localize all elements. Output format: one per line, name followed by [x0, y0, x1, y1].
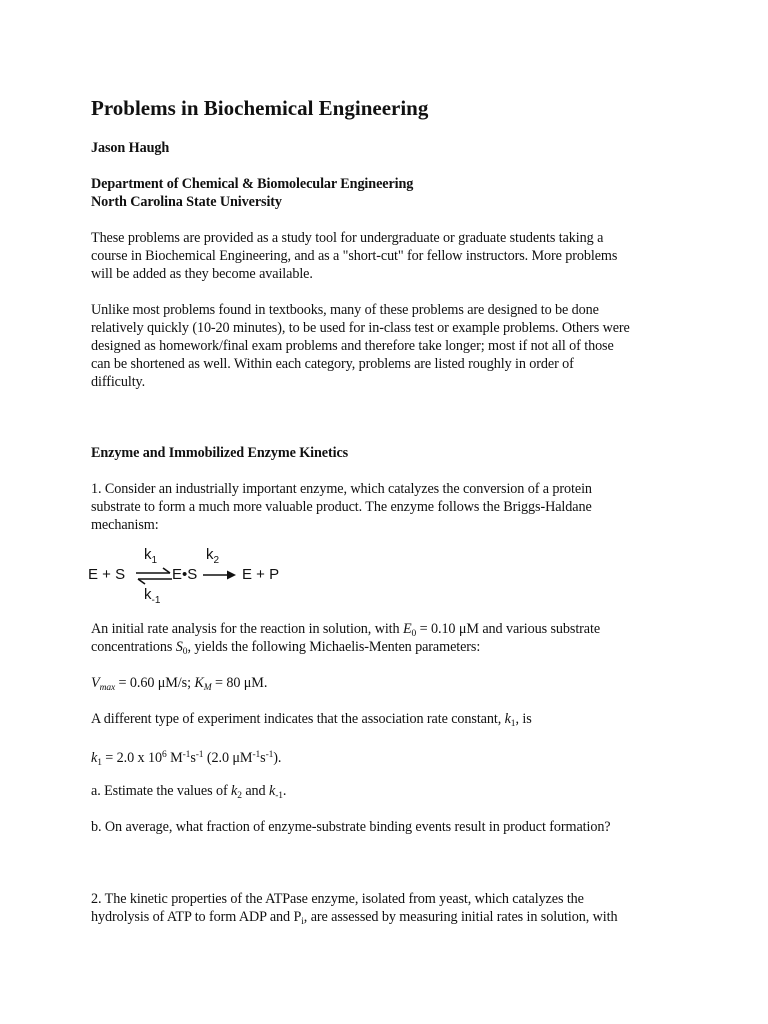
intro-paragraph-2-line: relatively quickly (10-20 minutes), to be used for in-class test or example problems. Others were: [91, 320, 630, 336]
forward-arrow-icon: [202, 568, 238, 582]
reaction-products: E + P: [242, 566, 280, 583]
rate-constant-k2: $k_2$: [206, 546, 220, 566]
section-heading: Enzyme and Immobilized Enzyme Kinetics: [91, 445, 349, 461]
intro-paragraph-1-line: course in Biochemical Engineering, and as a "short-cut" for fellow instructors. More problems: [91, 248, 618, 264]
reaction-scheme: [86, 544, 286, 606]
reaction-complex: E•S: [172, 566, 198, 583]
intro-paragraph-2-line: Unlike most problems found in textbooks, many of these problems are designed to be done: [91, 302, 599, 318]
department-line: Department of Chemical & Biomolecular Engineering: [91, 176, 414, 192]
intro-paragraph-2-line: designed as homework/final exam problems and therefore take longer; most if not all of those: [91, 338, 614, 354]
question-a: a. Estimate the values of $k_2$ and $k_{-1}$.: [91, 783, 287, 801]
reaction-reactants: E + S: [88, 566, 126, 583]
problem-1-line: 1. Consider an industrially important enzyme, which catalyzes the conversion of a protein: [91, 481, 592, 497]
intro-paragraph-2-line: difficulty.: [91, 374, 146, 390]
k1-value-line: $k_1 = 2.0$ x $10^6$ $M^{-1}s^{-1}$ (2.0 $\mu M^{-1}s^{-1}$).: [91, 750, 282, 768]
intro-paragraph-2-line: can be shortened as well. Within each category, problems are listed roughly in order of: [91, 356, 574, 372]
university-line: North Carolina State University: [91, 194, 282, 210]
michaelis-menten-parameters: $V_{max} = 0.60$ μM/s; $K_M = 80$ μM.: [91, 675, 268, 693]
rate-analysis-line: concentrations $S_0$, yields the following Michaelis-Menten parameters:: [91, 639, 481, 657]
rate-analysis-line: An initial rate analysis for the reaction in solution, with $E_0 = 0.10$ μM and various substrate: [91, 621, 601, 639]
intro-paragraph-1-line: These problems are provided as a study tool for undergraduate or graduate students taking a: [91, 230, 604, 246]
problem-2-line: hydrolysis of ATP to form ADP and $P_i$, are assessed by measuring initial rates in solution, with: [91, 909, 618, 927]
question-b: b. On average, what fraction of enzyme-substrate binding events result in product formation?: [91, 819, 611, 835]
intro-paragraph-1-line: will be added as they become available.: [91, 266, 313, 282]
rate-constant-k1: $k_1$: [144, 546, 158, 566]
author-name: Jason Haugh: [91, 140, 170, 156]
problem-1-line: substrate to form a much more valuable product. The enzyme follows the Briggs-Haldane: [91, 499, 592, 515]
association-constant-line: A different type of experiment indicates that the association rate constant, $k_1$, is: [91, 711, 532, 729]
page-title: Problems in Biochemical Engineering: [91, 96, 429, 120]
problem-2-line: 2. The kinetic properties of the ATPase enzyme, isolated from yeast, which catalyzes the: [91, 891, 584, 907]
rate-constant-k-minus-1: $k_{-1}$: [144, 586, 161, 606]
problem-1-line: mechanism:: [91, 517, 159, 533]
equilibrium-arrow-icon: [134, 566, 174, 586]
